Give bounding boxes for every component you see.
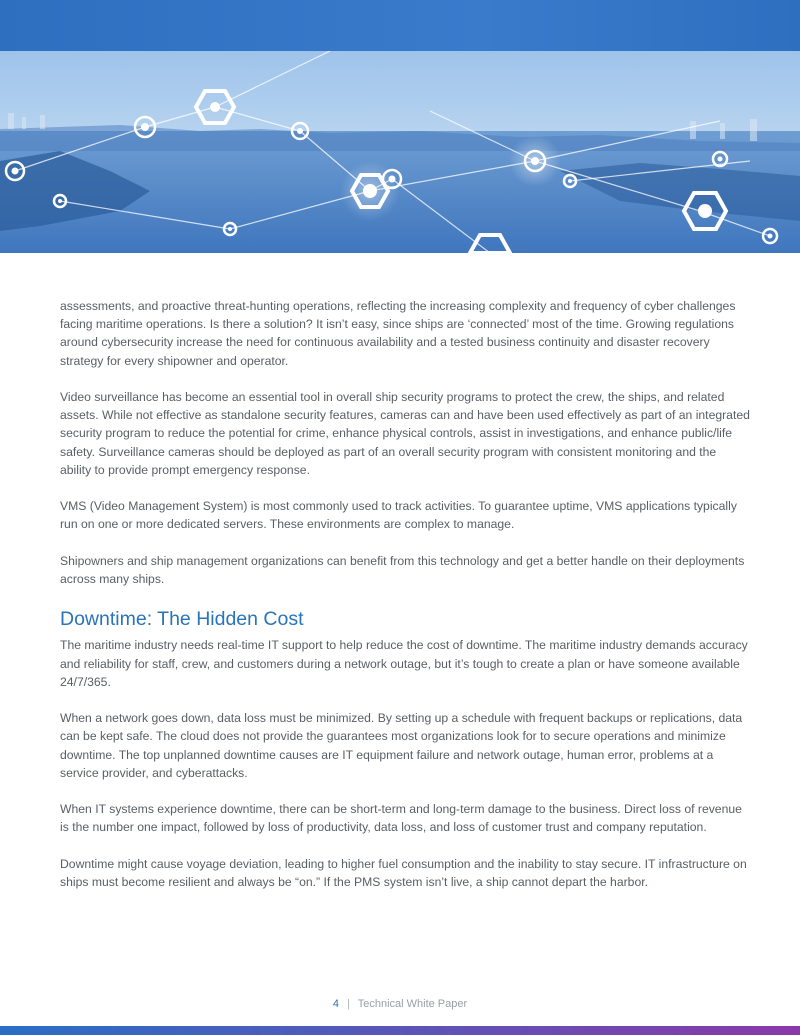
- header-band: [0, 0, 800, 51]
- page-number: 4: [332, 998, 339, 1010]
- body-paragraph: Video surveillance has become an essential tool in overall ship security programs to protect the crew, the ships, and related assets. While not effective as standalone security features, cameras can and have been used effectively as part of an integrated security program to reduce the potential for crime, enhance physical controls, assist in investigations, and enhance public/life safety. Surveillance cameras should be deployed as part of an overall security program with consistent monitoring and the ability to provide prompt emergency response.: [60, 390, 750, 477]
- body-paragraph: When a network goes down, data loss must be minimized. By setting up a schedule with frequent backups or replications, data can be kept safe. The cloud does not provide the guarantees most organizations look for to secure operations and minimize downtime. The top unplanned downtime causes are IT equipment failure and network outage, human error, problems at a service provider, and cyberattacks.: [60, 711, 743, 780]
- document-body: [60, 297, 750, 909]
- body-paragraph: When IT systems experience downtime, there can be short-term and long-term damage to the business. Direct loss of revenue is the number one impact, followed by loss of productivity, data loss, and loss of customer trust and company reputation.: [60, 802, 742, 835]
- section-heading: Downtime: The Hidden Cost: [60, 608, 304, 631]
- footer-separator: |: [347, 998, 350, 1010]
- hero-image-harbor-network: [0, 51, 800, 253]
- body-paragraph: Shipowners and ship management organizations can benefit from this technology and get a better handle on their deployments across many ships.: [60, 553, 745, 586]
- page-footer: [0, 998, 800, 1010]
- body-paragraph: assessments, and proactive threat-hunting operations, reflecting the increasing complexity and frequency of cyber challenges facing maritime operations. Is there a solution? It isn’t easy, since ships are ‘connected’ most of the time. Growing regulations around cybersecurity increase the need for continuous availability and a tested business continuity and disaster recovery strategy for every shipowner and operator.: [60, 299, 736, 368]
- body-paragraph: The maritime industry needs real-time IT support to help reduce the cost of downtime. The maritime industry demands accuracy and reliability for staff, crew, and customers during a network outage, but it’s tough to create a plan or have someone available 24/7/365.: [60, 638, 748, 689]
- body-paragraph: VMS (Video Management System) is most commonly used to track activities. To guarantee uptime, VMS applications typically run on one or more dedicated servers. These environments are complex to manage.: [60, 499, 737, 532]
- document-label: Technical White Paper: [357, 998, 468, 1010]
- body-paragraph: Downtime might cause voyage deviation, leading to higher fuel consumption and the inability to stay secure. IT infrastructure on ships must become resilient and always be “on.” If the PMS system isn’t live, a ship cannot depart the harbor.: [60, 856, 747, 889]
- footer-gradient-bar: [0, 1026, 800, 1035]
